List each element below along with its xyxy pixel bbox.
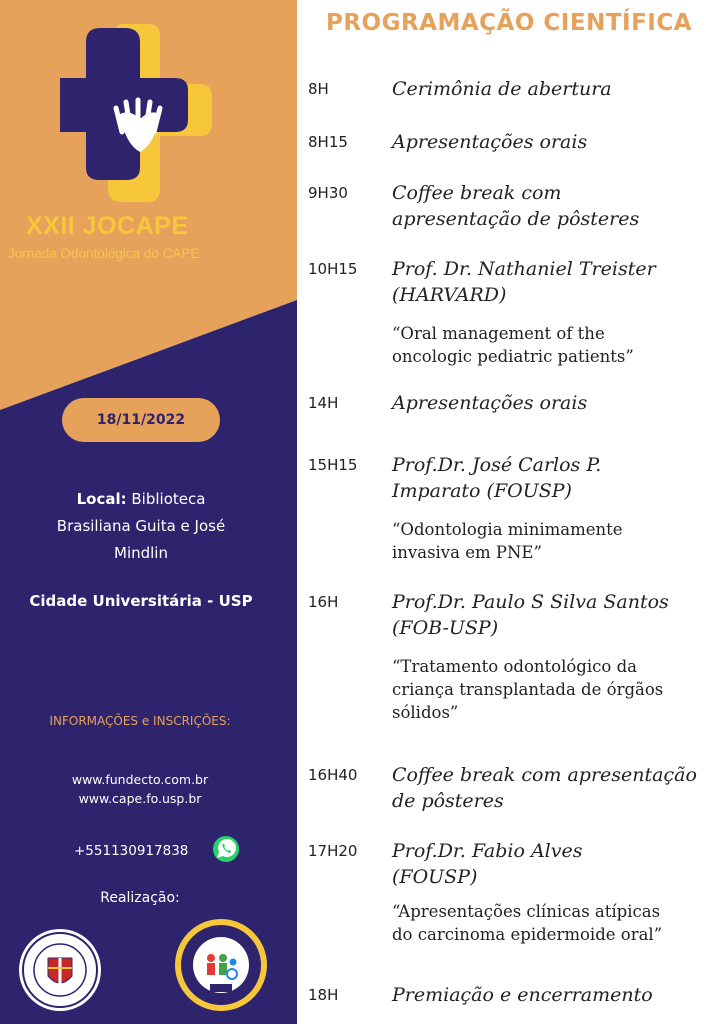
schedule-speaker: Prof.Dr. Fabio Alves — [392, 840, 583, 862]
location-line-3: Mindlin — [114, 544, 168, 562]
whatsapp-icon[interactable] — [212, 835, 240, 863]
location-label: Local: — [76, 490, 127, 508]
schedule-time: 17H20 — [308, 842, 358, 860]
schedule-speaker-affiliation: (FOUSP) — [392, 866, 478, 888]
schedule-title: Apresentações orais — [392, 131, 588, 153]
page-title: PROGRAMAÇÃO CIENTÍFICA — [325, 10, 693, 36]
website-cape-link[interactable]: www.cape.fo.usp.br — [78, 791, 202, 806]
schedule-talk-title-line-3: sólidos” — [392, 703, 459, 722]
schedule-speaker: Prof. Dr. Nathaniel Treister — [392, 258, 656, 280]
schedule-title-line-2: de pôsteres — [392, 790, 504, 812]
schedule-speaker-affiliation: Imparato (FOUSP) — [392, 480, 572, 502]
schedule-time: 14H — [308, 394, 339, 412]
location-line-1: Biblioteca — [126, 490, 206, 508]
websites — [0, 770, 280, 808]
schedule-title: Apresentações orais — [392, 392, 588, 414]
schedule-title: Coffee break com apresentação — [392, 764, 697, 786]
left-panel — [0, 0, 297, 1024]
schedule-time: 15H15 — [308, 456, 358, 474]
schedule-talk-title-line-2: criança transplantada de órgãos — [392, 680, 664, 699]
schedule-time: 10H15 — [308, 260, 358, 278]
phone-number[interactable]: +551130917838 — [74, 843, 189, 859]
realizacao-label: Realização: — [100, 890, 180, 906]
schedule-time: 18H — [308, 986, 339, 1004]
schedule-talk-title: “Tratamento odontológico da — [392, 657, 637, 676]
schedule-talk-title: “Apresentações clínicas atípicas — [392, 902, 661, 921]
schedule-title: Cerimônia de abertura — [392, 78, 612, 100]
event-name: XXII JOCAPE — [26, 212, 189, 240]
schedule-speaker: Prof.Dr. Paulo S Silva Santos — [392, 591, 669, 613]
schedule-time: 16H — [308, 593, 339, 611]
fousp-seal-icon — [18, 928, 102, 1012]
event-location — [10, 486, 272, 567]
schedule-time: 16H40 — [308, 766, 358, 784]
schedule-speaker-affiliation: (HARVARD) — [392, 284, 507, 306]
schedule-speaker: Prof.Dr. José Carlos P. — [392, 454, 602, 476]
cross-logo-icon — [60, 24, 220, 204]
schedule-title: Premiação e encerramento — [392, 984, 653, 1006]
schedule-title: Coffee break com — [392, 182, 562, 204]
schedule-talk-title: “Oral management of the — [392, 324, 605, 343]
location-line-2: Brasiliana Guita e José — [56, 517, 226, 535]
schedule-speaker-affiliation: (FOB-USP) — [392, 617, 499, 639]
schedule-time: 9H30 — [308, 184, 348, 202]
website-fundecto-link[interactable]: www.fundecto.com.br — [71, 772, 209, 787]
event-date-badge — [62, 398, 220, 442]
schedule-time: 8H15 — [308, 133, 348, 151]
info-label: INFORMAÇÕES e INSCRIÇÕES: — [49, 714, 231, 728]
schedule-title-line-2: apresentação de pôsteres — [392, 208, 640, 230]
event-subtitle: Jornada Odontológica do CAPE — [8, 246, 200, 261]
cape-seal-icon — [174, 918, 268, 1012]
schedule-time: 8H — [308, 80, 329, 98]
schedule-talk-title-line-2: oncologic pediatric patients” — [392, 347, 634, 366]
campus: Cidade Universitária - USP — [29, 592, 253, 610]
schedule-talk-title-line-2: do carcinoma epidermoide oral” — [392, 925, 663, 944]
schedule-talk-title-line-2: invasiva em PNE” — [392, 543, 542, 562]
event-date: 18/11/2022 — [96, 412, 186, 428]
schedule-talk-title: “Odontologia minimamente — [392, 520, 623, 539]
